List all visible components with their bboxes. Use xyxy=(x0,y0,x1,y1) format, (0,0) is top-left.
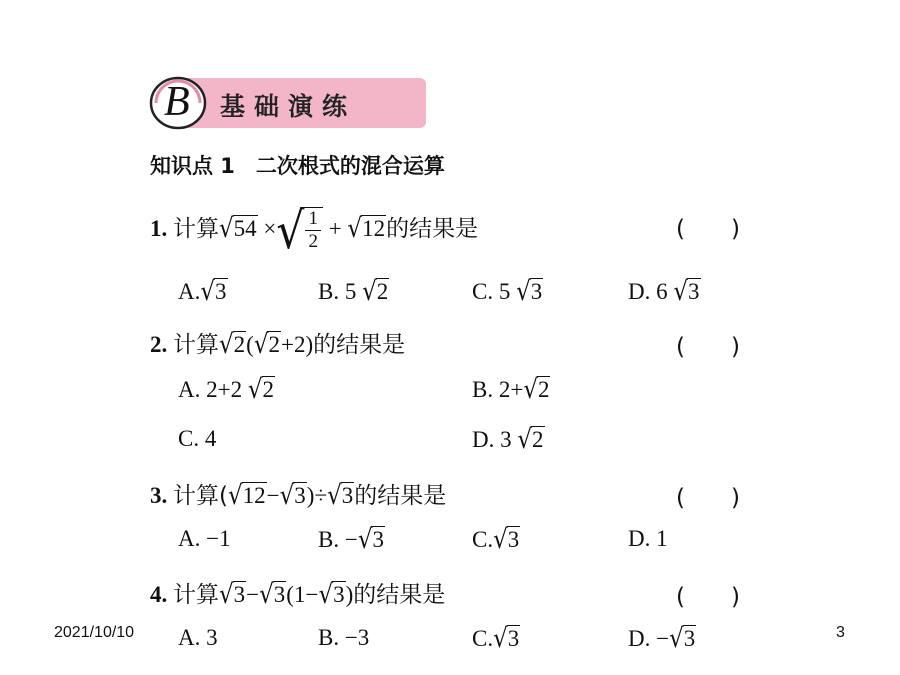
minus-symbol: − xyxy=(266,483,280,508)
radicand: 12 xyxy=(242,483,266,508)
radical-icon: √ xyxy=(219,214,234,244)
radicand: 3 xyxy=(294,483,306,508)
radicand: 3 xyxy=(530,279,543,304)
badge-letter: B xyxy=(164,79,190,125)
question-4 xyxy=(150,576,445,609)
radicand: 3 xyxy=(372,527,384,552)
option-label: D. − xyxy=(628,626,670,651)
option-label: C. 5 xyxy=(472,279,511,304)
radicand: 2 xyxy=(532,427,544,452)
radicand: 3 xyxy=(333,582,345,607)
radical-icon: √ xyxy=(259,580,274,610)
radical-icon: √ xyxy=(318,580,334,610)
option-label: C. xyxy=(472,527,494,552)
option-d[interactable] xyxy=(628,625,696,652)
radicand: 2 xyxy=(262,377,274,402)
answer-blank[interactable]: ( ) xyxy=(676,485,740,511)
question-number: 4. xyxy=(150,582,168,607)
option-label: A. xyxy=(178,279,201,304)
question-2 xyxy=(150,326,405,359)
option-label: A. −1 xyxy=(178,526,231,551)
radical-icon: √ xyxy=(347,214,363,244)
fraction-numerator: 1 xyxy=(305,208,321,231)
radical-icon: √ xyxy=(253,330,269,360)
radical-icon: √ xyxy=(200,277,216,307)
option-label: D. 1 xyxy=(628,526,668,551)
radical-icon: √ xyxy=(276,202,305,261)
radicand: 3 xyxy=(688,279,700,304)
option-label: A. 3 xyxy=(178,625,218,650)
radical-icon: √ xyxy=(227,481,243,511)
question-1 xyxy=(150,202,479,261)
radicand: 3 xyxy=(683,626,696,651)
minus-symbol: − xyxy=(246,582,260,607)
radical-icon: √ xyxy=(523,375,538,405)
question-number: 3. xyxy=(150,483,168,508)
option-a[interactable] xyxy=(178,278,228,305)
fraction-radicand xyxy=(303,207,323,253)
option-b[interactable] xyxy=(318,625,369,651)
radical-icon: √ xyxy=(669,624,684,654)
option-label: B. −3 xyxy=(318,625,370,650)
open-paren: (1− xyxy=(286,582,319,607)
option-b[interactable] xyxy=(318,526,385,553)
option-c[interactable] xyxy=(472,278,543,305)
option-a[interactable] xyxy=(178,625,218,651)
option-c[interactable] xyxy=(178,426,216,452)
answer-blank[interactable]: ( ) xyxy=(676,216,740,242)
radical-icon: √ xyxy=(247,375,263,405)
radicand: 54 xyxy=(233,216,257,241)
radical-icon: √ xyxy=(517,425,533,455)
radical-icon: √ xyxy=(219,330,234,360)
radical-icon: √ xyxy=(493,624,508,654)
question-tail: 的结果是 xyxy=(386,216,479,242)
option-label: B. 5 xyxy=(318,279,357,304)
close-paren-divide: )÷ xyxy=(306,483,328,508)
answer-blank[interactable]: ( ) xyxy=(676,584,740,610)
section-title: 知识点 1 二次根式的混合运算 xyxy=(150,154,445,178)
radical-icon: √ xyxy=(362,277,377,307)
radicand: 3 xyxy=(273,582,286,607)
radical-icon: √ xyxy=(357,525,373,555)
question-3 xyxy=(150,477,446,510)
option-label: D. 6 xyxy=(628,279,668,304)
question-lead: 计算 xyxy=(173,582,219,608)
radical-icon: √ xyxy=(219,580,234,610)
option-b[interactable] xyxy=(318,278,389,305)
radicand: 3 xyxy=(341,483,354,508)
option-b[interactable] xyxy=(472,376,550,403)
radicand: 3 xyxy=(215,279,227,304)
option-d[interactable] xyxy=(628,526,668,552)
option-label: B. 2+ xyxy=(472,377,524,402)
option-label: D. 3 xyxy=(472,427,512,452)
radical-icon: √ xyxy=(673,277,689,307)
option-label: C. 4 xyxy=(178,426,217,451)
question-tail: 的结果是 xyxy=(353,582,446,608)
option-c[interactable] xyxy=(472,526,520,553)
option-d[interactable] xyxy=(472,426,545,453)
radicand: 2 xyxy=(233,332,246,357)
radicand: 2 xyxy=(376,279,389,304)
option-a[interactable] xyxy=(178,526,231,552)
question-lead: 计算 xyxy=(173,332,219,358)
option-c[interactable] xyxy=(472,625,520,652)
radicand: 2 xyxy=(537,377,550,402)
times-symbol: × xyxy=(263,216,277,241)
answer-blank[interactable]: ( ) xyxy=(676,334,740,360)
option-label: B. − xyxy=(318,527,358,552)
radicand: 3 xyxy=(507,527,520,552)
radical-icon: √ xyxy=(516,277,531,307)
question-number: 2. xyxy=(150,332,168,357)
radical-icon: √ xyxy=(493,525,508,555)
radicand: 12 xyxy=(362,216,386,241)
radical-icon: √ xyxy=(327,481,342,511)
question-lead: 计算( xyxy=(173,483,228,509)
page-number: 3 xyxy=(836,624,845,641)
footer-date: 2021/10/10 xyxy=(54,624,135,641)
radicand: 3 xyxy=(507,626,520,651)
expression-rest: +2) xyxy=(280,332,314,357)
close-paren: ) xyxy=(345,582,354,607)
page-title: 基础演练 xyxy=(220,92,357,121)
option-label: C. xyxy=(472,626,494,651)
question-lead: 计算 xyxy=(173,216,219,242)
radical-icon: √ xyxy=(279,481,295,511)
radicand: 3 xyxy=(233,582,246,607)
plus-symbol: + xyxy=(328,216,342,241)
question-number: 1. xyxy=(150,216,168,241)
question-tail: 的结果是 xyxy=(313,332,406,358)
option-d[interactable] xyxy=(628,278,701,305)
radicand: 2 xyxy=(268,332,280,357)
question-tail: 的结果是 xyxy=(354,483,447,509)
option-a[interactable] xyxy=(178,376,275,403)
open-paren: ( xyxy=(246,332,254,357)
option-label: A. 2+2 xyxy=(178,377,243,402)
fraction-denominator: 2 xyxy=(308,231,318,253)
